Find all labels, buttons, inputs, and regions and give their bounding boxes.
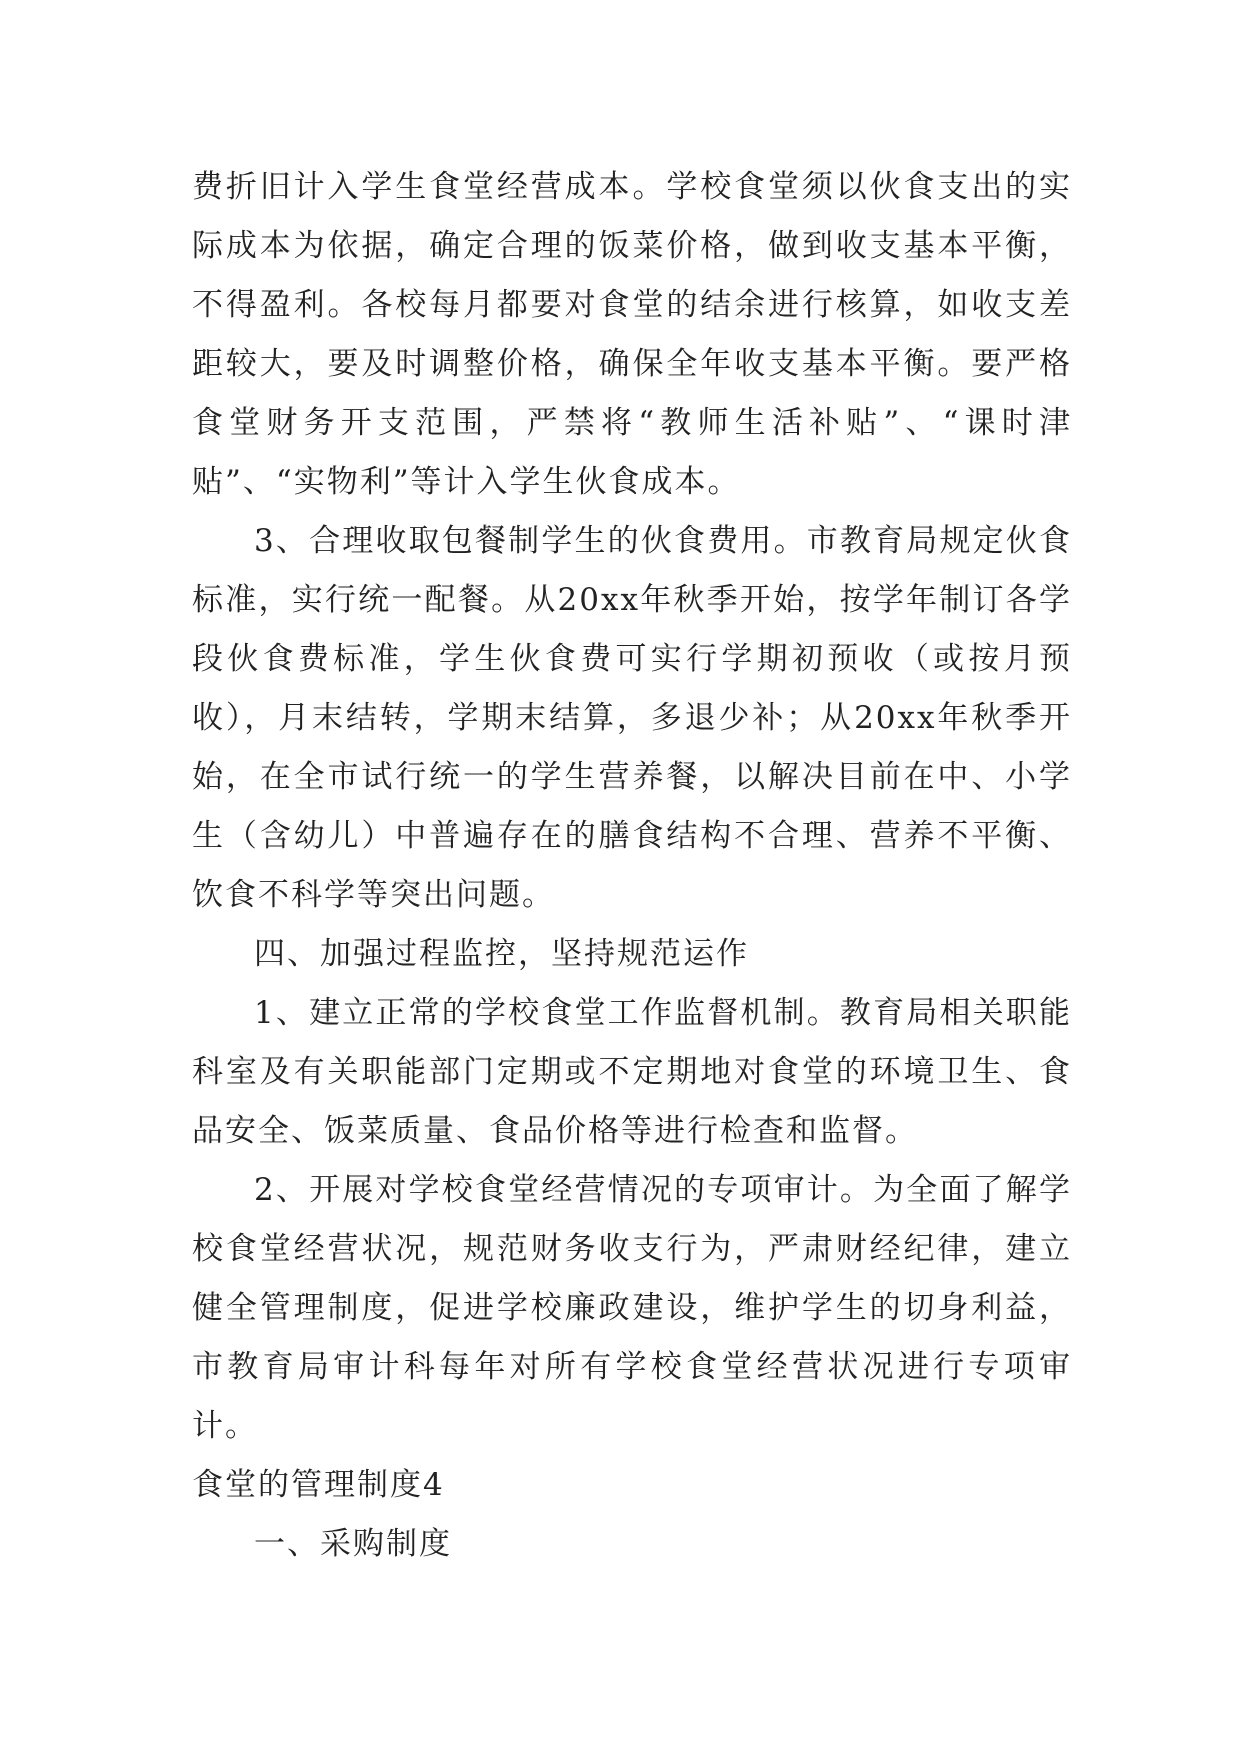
section-heading-4: 四、加强过程监控，坚持规范运作 [254, 936, 749, 972]
body-paragraph-4: 2、开展对学校食堂经营情况的专项审计。为全面了解学校食堂经营状况，规范财务收支行为，严肃财经纪律，建立健全管理制度，促进学校廉政建设，维护学生的切身利益，市教育局审计科每年对所有学校食堂经营状况进行专项审计。 [192, 1172, 1072, 1444]
body-paragraph-3: 1、建立正常的学校食堂工作监督机制。教育局相关职能科室及有关职能部门定期或不定期地对食堂的环境卫生、食品安全、饭菜质量、食品价格等进行检查和监督。 [192, 995, 1072, 1149]
document-body [192, 158, 1072, 1574]
section-heading-procurement: 一、采购制度 [254, 1526, 452, 1562]
body-paragraph-2: 3、合理收取包餐制学生的伙食费用。市教育局规定伙食标准，实行统一配餐。从20xx年秋季开始，按学年制订各学段伙食费标准，学生伙食费可实行学期初预收（或按月预收），月末结转，学期末结算，多退少补；从20xx年秋季开始，在全市试行统一的学生营养餐，以解决目前在中、小学生（含幼儿）中普遍存在的膳食结构不合理、营养不平衡、饮食不科学等突出问题。 [192, 523, 1072, 913]
document-title-4: 食堂的管理制度4 [192, 1467, 445, 1503]
body-paragraph-1: 费折旧计入学生食堂经营成本。学校食堂须以伙食支出的实际成本为依据，确定合理的饭菜价格，做到收支基本平衡，不得盈利。各校每月都要对食堂的结余进行核算，如收支差距较大，要及时调整价格，确保全年收支基本平衡。要严格食堂财务开支范围，严禁将“教师生活补贴”、“课时津贴”、“实物利”等计入学生伙食成本。 [192, 169, 1072, 500]
